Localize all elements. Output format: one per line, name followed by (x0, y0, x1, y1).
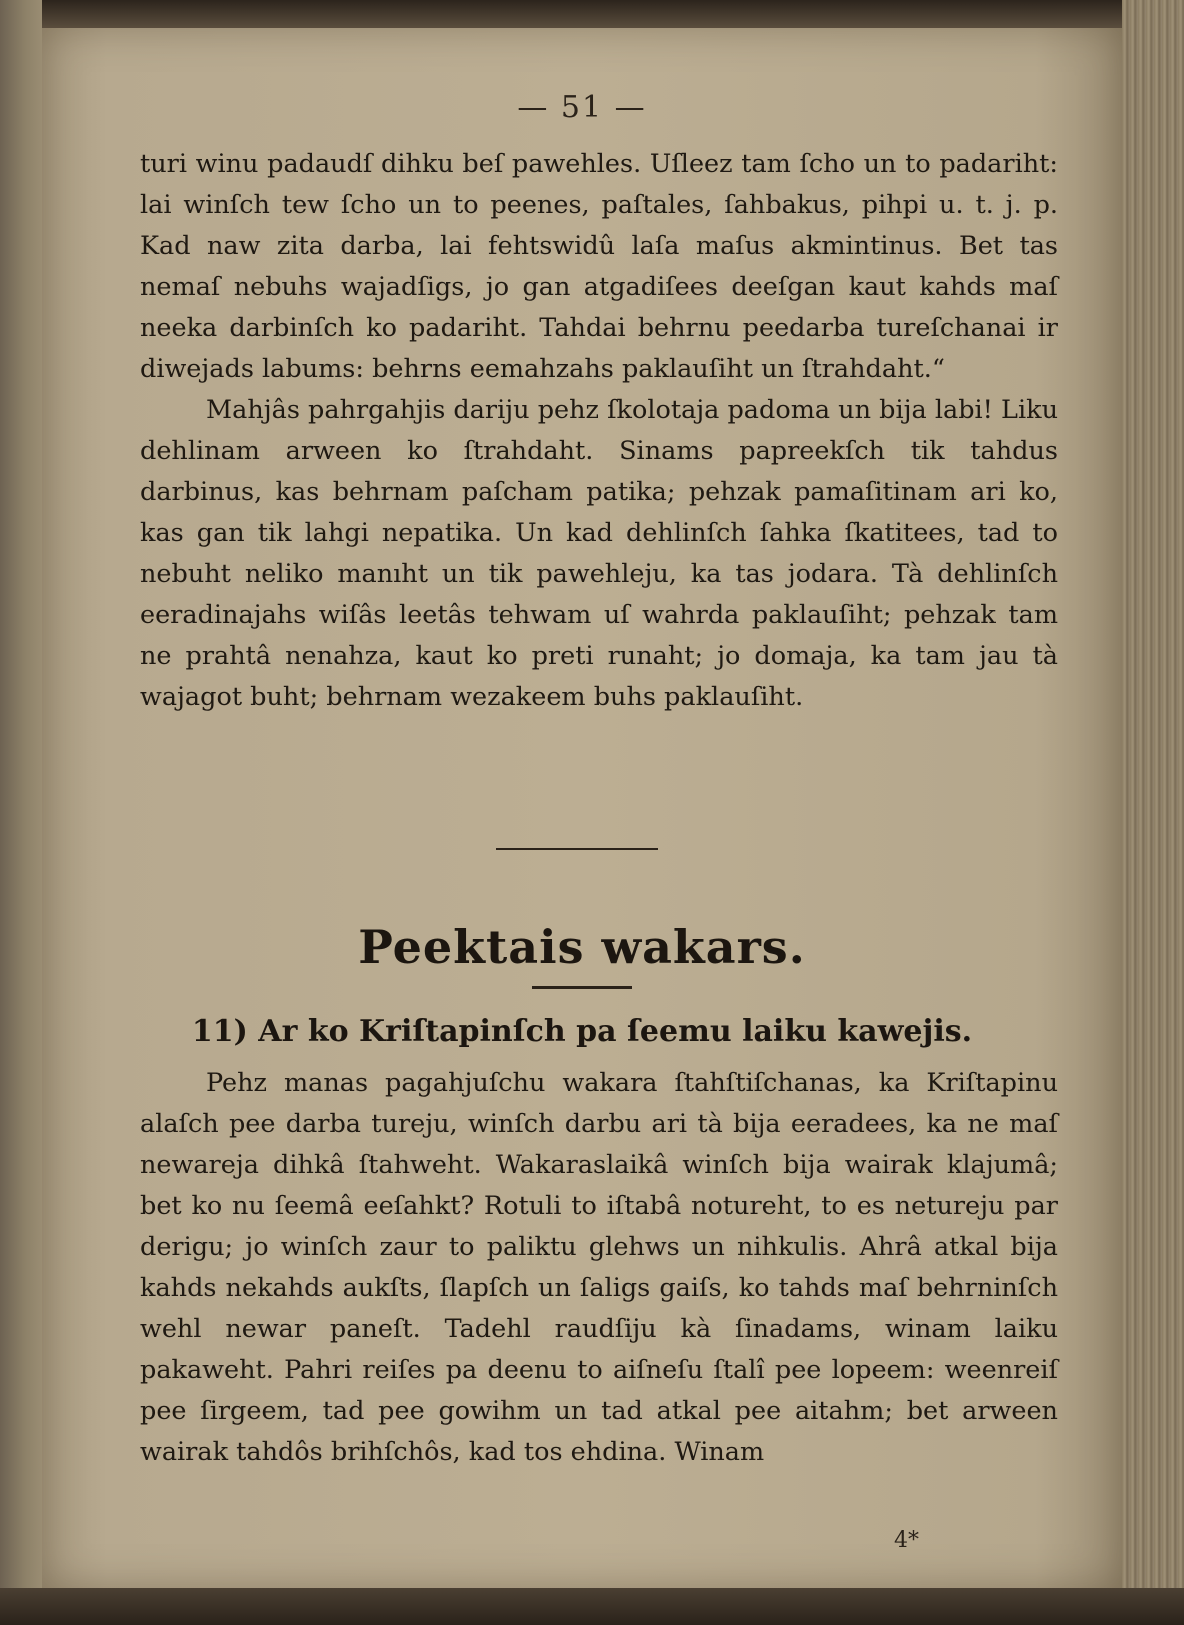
book-spine (0, 0, 42, 1625)
body-text-lower (140, 1063, 1058, 1473)
section-divider (496, 848, 658, 850)
title-underline (532, 986, 632, 989)
chapter-subtitle: 11) Ar ko Kriſtapinſch pa ſeemu laiku kawejis. (191, 1014, 973, 1049)
paragraph: turi winu padaudſ dihku beſ pawehles. Uſleez tam ſcho un to padariht: lai winſch tew ſcho un to peenes, paſtales, ſahbakus, pihpi u. t. j. p. Kad naw zita darba, lai fehtswidû laſa maſus akmintinus. Bet tas nemaſ nebuhs wajadſigs, jo gan atgadiſees deeſgan kaut kahds maſ neeka darbinſch ko padariht. Tahdai behrnu peedarba tureſchanai ir diwejads labums: behrns eemahzahs paklauſiht un ſtrahdaht.“ (140, 149, 1058, 384)
signature-mark: 4* (894, 1528, 919, 1553)
scan-bottom-edge (0, 1588, 1184, 1625)
paragraph: Pehz manas pagahjuſchu wakara ſtahſtiſchanas, ka Kriſtapinu alaſch pee darba tureju, winſch darbu ari tà bija eeradees, ka ne maſ newareja dihkâ ſtahweht. Wakaraslaikâ winſch bija wairak klajumâ; bet ko nu ſeemâ eeſahkt? Rotuli to iſtabâ notureht, to es netureju par derigu; jo winſch zaur to paliktu glehws un nihkulis. Ahrâ atkal bija kahds nekahds aukſts, ſlapſch un ſaligs gaiſs, ko tahds maſ behrninſch wehl newar paneſt. Tadehl raudſiju kà ſinadams, winam laiku pakaweht. Pahri reiſes pa deenu to aiſneſu ſtalî pee lopeem: weenreiſ pee ſirgeem, tad pee gowihm un tad atkal pee aitahm; bet arween wairak tahdôs brihſchôs, kad tos ehdina. Winam (140, 1068, 1058, 1467)
page-number: — 51 — (517, 90, 647, 125)
section-title: Peektais wakars. (358, 920, 806, 974)
book-page (42, 28, 1122, 1588)
paragraph: Mahjâs pahrgahjis dariju pehz ſkolotaja padoma un bija labi! Liku dehlinam arween ko ſtrahdaht. Sinams papreekſch tik tahdus darbinus, kas behrnam paſcham patika; pehzak pamaſitinam ari ko, kas gan tik lahgi nepatika. Un kad dehlinſch ſahka ſkatitees, tad to nebuht neliko manıht un tik pawehleju, ka tas jodara. Tà dehlinſch eeradinajahs wiſâs leetâs tehwam uſ wahrda paklauſiht; pehzak tam ne prahtâ nenahza, kaut ko preti runaht; jo domaja, ka tam jau tà wajagot buht; behrnam wezakeem buhs paklauſiht. (140, 395, 1058, 712)
scan-top-edge (0, 0, 1184, 28)
body-text-upper (140, 144, 1058, 718)
page-edges (1122, 0, 1184, 1625)
